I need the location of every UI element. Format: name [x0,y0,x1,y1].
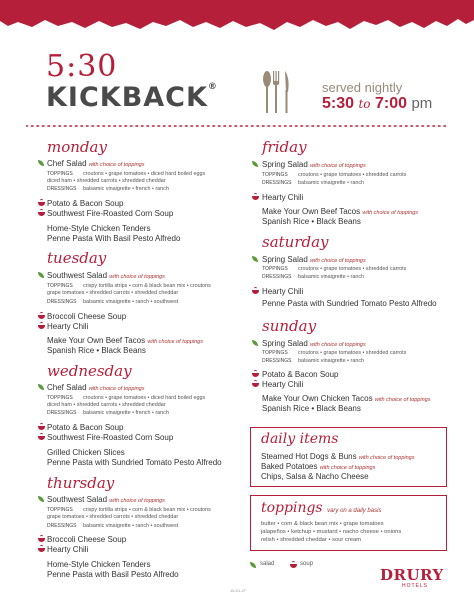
menu-item: Spring Salad with choice of toppings [262,255,366,264]
menu-item: Hearty Chili [262,287,304,296]
toppings-list-line: butter • corn & black bean mix • grape tomatoes [261,521,384,527]
toppings-line: diced ham • shredded carrots • shredded cheddar [47,178,166,184]
served-nightly-label: served nightly [322,80,403,95]
toppings-list-line: jalapeños • ketchup • mustard • nacho cheese • onions [261,529,402,535]
salad-icon [38,271,46,279]
toppings-line: grape tomatoes • shredded carrots • shredded cheddar [47,514,179,520]
salad-icon [252,160,260,168]
utensils-icon [262,70,292,114]
salad-icon [38,383,46,391]
soup-icon [38,433,46,441]
menu-item: Grilled Chicken Slices [47,448,125,457]
soup-icon [38,209,46,217]
menu-item: Penne Pasta with Sundried Tomato Pesto Alfredo [47,458,222,467]
salad-icon [252,255,260,263]
soup-icon [252,287,260,295]
toppings-line: diced ham • shredded carrots • shredded cheddar [47,402,166,408]
soup-icon [252,193,260,201]
menu-item: Spring Salad with choice of toppings [262,339,366,348]
dressings-line: DRESSINGS balsamic vinaigrette • ranch • southwest [47,523,179,529]
header-time: 5:30 [46,49,118,84]
day-heading-thursday: thursday [47,474,115,492]
menu-item: Potato & Bacon Soup [262,370,339,379]
drury-logo-sub: HOTELS [402,583,429,589]
soup-icon [38,423,46,431]
soup-icon [38,545,46,553]
daily-items-title: daily items [261,431,339,447]
toppings-line: TOPPINGS croutons • grape tomatoes • diced hard boiled eggs [47,395,206,401]
menu-item: Southwest Fire-Roasted Corn Soup [47,209,174,218]
menu-item: Make Your Own Beef Tacos with choice of toppings [47,336,204,345]
menu-item: Southwest Salad with choice of toppings [47,495,165,504]
menu-item: Home-Style Chicken Tenders [47,560,151,569]
menu-item: Southwest Fire-Roasted Corn Soup [47,433,174,442]
menu-item: Potato & Bacon Soup [47,199,124,208]
menu-item: Spanish Rice • Black Beans [262,404,361,413]
toppings-list-line: relish • shredded cheddar • sour cream [261,537,362,543]
soup-icon [38,322,46,330]
day-heading-saturday: saturday [262,233,329,251]
menu-item: Broccoli Cheese Soup [47,535,127,544]
dressings-line: DRESSINGS balsamic vinaigrette • french • ranch [47,186,169,192]
dressings-line: DRESSINGS balsamic vinaigrette • ranch [262,358,365,364]
menu-item: Penne Pasta with Basil Pesto Alfredo [47,570,179,579]
menu-item: Spring Salad with choice of toppings [262,160,366,169]
salad-icon [38,495,46,503]
menu-item: Hearty Chili [47,322,89,331]
serving-time: 5:30 to 7:00 pm [322,95,433,112]
menu-item: Southwest Salad with choice of toppings [47,271,165,280]
menu-item: Make Your Own Chicken Tacos with choice of toppings [262,394,431,403]
menu-item: Potato & Bacon Soup [47,423,124,432]
menu-item: Make Your Own Beef Tacos with choice of toppings [262,207,419,216]
menu-item: Chef Salad with choice of toppings [47,159,145,168]
day-heading-wednesday: wednesday [47,362,132,380]
document-code: 16-01-27 [230,588,247,593]
toppings-line: grape tomatoes • shredded carrots • shredded cheddar [47,290,179,296]
toppings-box-subtitle: vary on a daily basis [327,508,382,514]
dressings-line: DRESSINGS balsamic vinaigrette • ranch [262,274,365,280]
toppings-box-title: toppings [261,500,323,516]
menu-item: Home-Style Chicken Tenders [47,224,151,233]
dressings-line: DRESSINGS balsamic vinaigrette • ranch • southwest [47,299,179,305]
toppings-line: TOPPINGS croutons • grape tomatoes • shredded carrots [262,266,407,272]
day-heading-monday: monday [47,138,107,156]
soup-icon [38,312,46,320]
menu-item: Spanish Rice • Black Beans [262,217,361,226]
salad-legend-icon [250,561,258,569]
menu-item: Penne Pasta With Basil Pesto Alfredo [47,234,181,243]
torn-paper-banner [0,0,474,34]
menu-item: Steamed Hot Dogs & Buns with choice of toppings [261,452,415,461]
menu-item: Hearty Chili [262,380,304,389]
day-heading-tuesday: tuesday [47,249,107,267]
menu-item: Chef Salad with choice of toppings [47,383,145,392]
soup-icon [252,380,260,388]
daily-items-box [250,427,447,487]
toppings-line: TOPPINGS croutons • grape tomatoes • shredded carrots [262,350,407,356]
toppings-line: TOPPINGS crispy tortilla strips • corn & black bean mix • croutons [47,507,211,513]
menu-item: Baked Potatoes with choice of toppings [261,462,376,471]
day-heading-friday: friday [262,138,307,156]
salad-icon [252,339,260,347]
toppings-line: TOPPINGS croutons • grape tomatoes • diced hard boiled eggs [47,171,206,177]
salad-icon [38,159,46,167]
dressings-line: DRESSINGS balsamic vinaigrette • ranch [262,180,365,186]
soup-icon [38,199,46,207]
salad-legend-label: salad [260,561,275,567]
soup-legend-label: soup [300,561,314,567]
soup-legend-icon [290,561,298,569]
day-heading-sunday: sunday [262,317,317,335]
menu-item: Broccoli Cheese Soup [47,312,127,321]
page-title: KICKBACK® [46,82,218,113]
soup-icon [252,370,260,378]
menu-item: Penne Pasta with Sundried Tomato Pesto Alfredo [262,299,437,308]
soup-icon [38,535,46,543]
menu-item: Hearty Chili [262,193,304,202]
toppings-line: TOPPINGS croutons • grape tomatoes • shredded carrots [262,172,407,178]
toppings-box [250,495,447,551]
drury-logo: DRURY [380,566,444,584]
toppings-line: TOPPINGS crispy tortilla strips • corn & black bean mix • croutons [47,283,211,289]
menu-item: Chips, Salsa & Nacho Cheese [261,472,369,481]
menu-item: Spanish Rice • Black Beans [47,346,146,355]
menu-item: Hearty Chili [47,545,89,554]
dressings-line: DRESSINGS balsamic vinaigrette • french • ranch [47,410,169,416]
toppings-box-heading [261,499,381,517]
dotted-divider [26,124,446,128]
